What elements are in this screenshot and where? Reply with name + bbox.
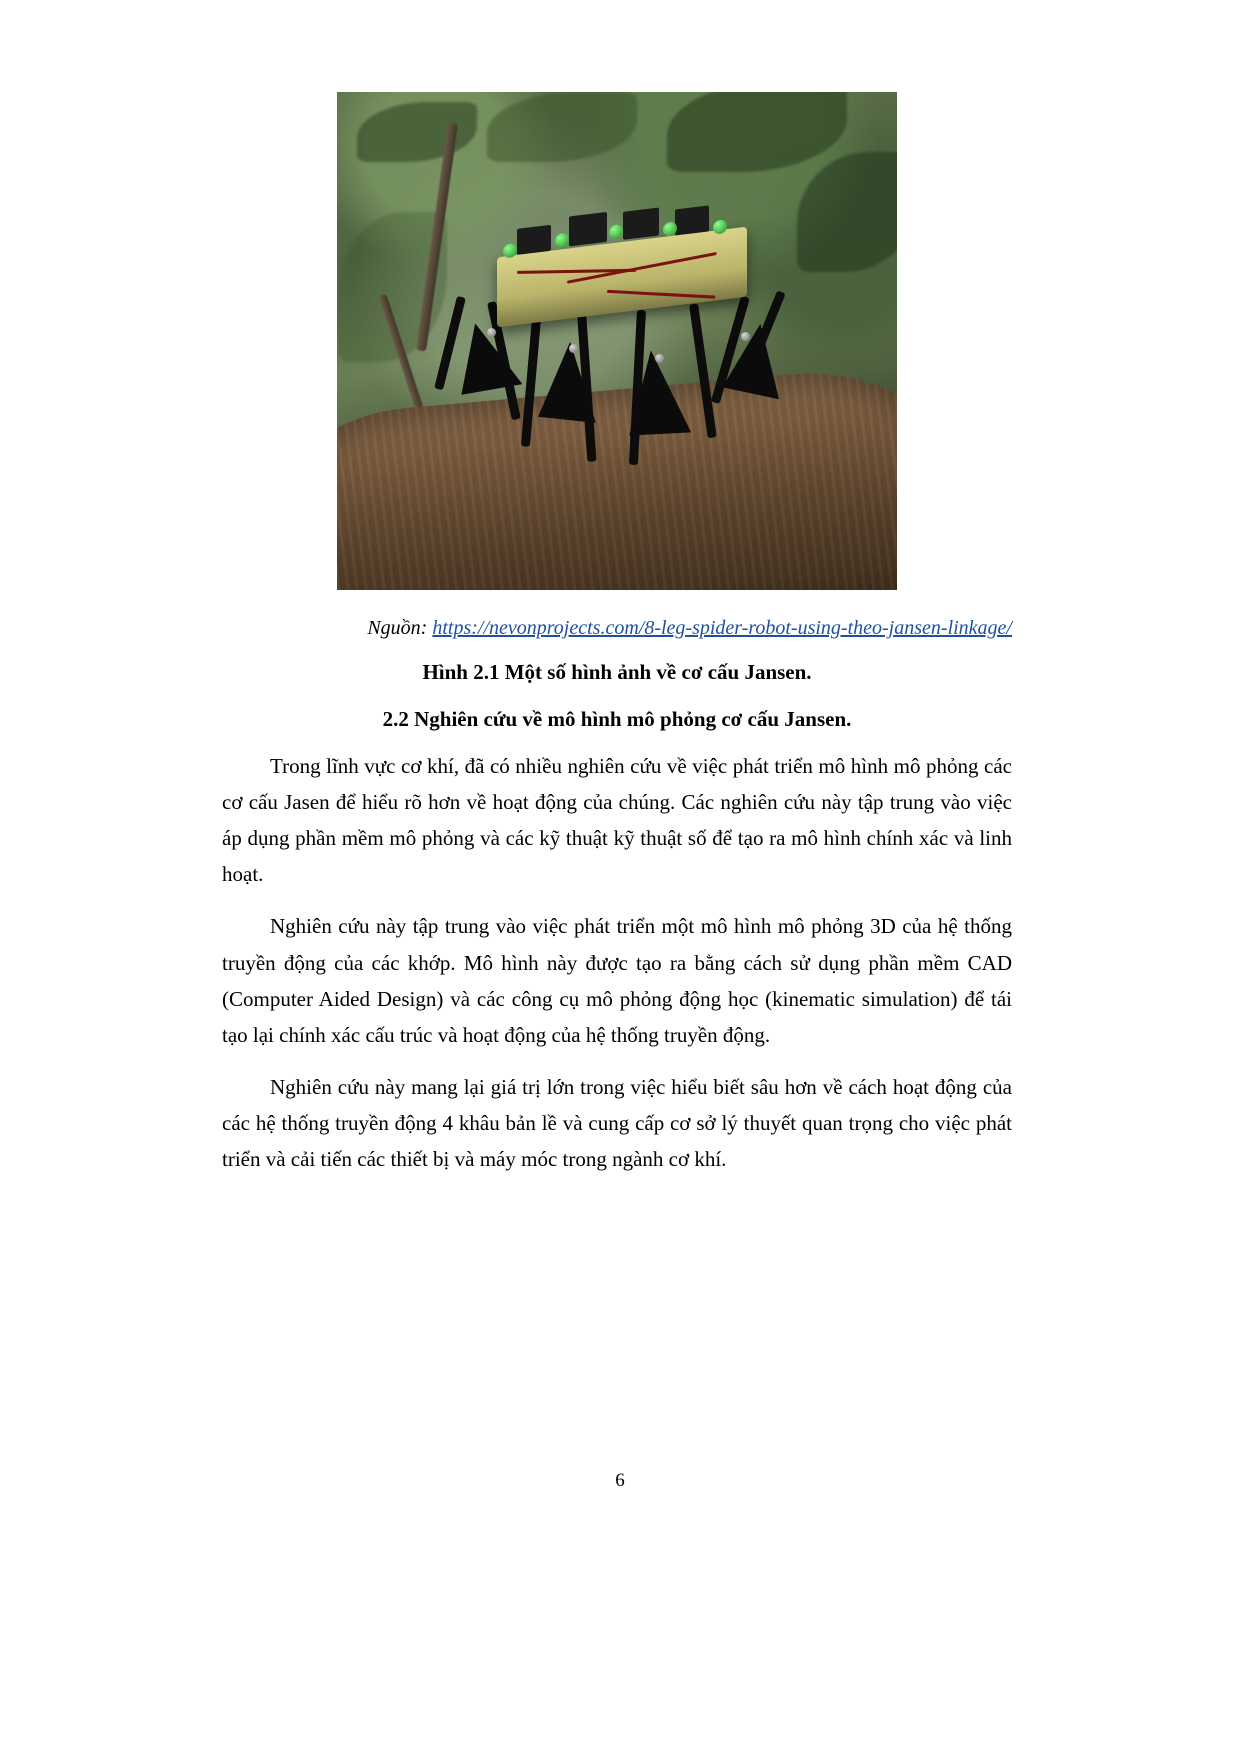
figure-source (222, 613, 1012, 644)
paragraph: Trong lĩnh vực cơ khí, đã có nhiều nghiên cứu về việc phát triển mô hình mô phỏng các cơ cấu Jasen để hiểu rõ hơn về hoạt động của chúng. Các nghiên cứu này tập trung vào việc áp dụng phần mềm mô phỏng và các kỹ thuật kỹ thuật số để tạo ra mô hình chính xác và linh hoạt. (222, 754, 1012, 887)
figure-caption: Hình 2.1 Một số hình ảnh về cơ cấu Jansen. (422, 660, 812, 684)
paragraph: Nghiên cứu này mang lại giá trị lớn trong việc hiểu biết sâu hơn về cách hoạt động của các hệ thống truyền động 4 khâu bản lề và cung cấp cơ sở lý thuyết quan trọng cho việc phát triển và cải tiến các thiết bị và máy móc trong ngành cơ khí. (222, 1074, 1012, 1172)
page-number: 6 (615, 1470, 625, 1491)
robot-led (713, 219, 727, 235)
robot-wire (607, 290, 716, 299)
paragraph: Nghiên cứu này tập trung vào việc phát triển một mô hình mô phỏng 3D của hệ thống truyền động của các khớp. Mô hình này được tạo ra bằng cách sử dụng phần mềm CAD (Computer Aided Design) và các công cụ mô phỏng động học (kinematic simulation) để tái tạo lại chính xác cấu trúc và hoạt động của hệ thống truyền động. (222, 914, 1012, 1047)
robot-component (517, 225, 551, 255)
figure-block (222, 92, 1012, 685)
robot-bolt (487, 328, 496, 337)
robot-component (623, 207, 659, 239)
figure-source-label: Nguồn: (367, 617, 433, 639)
robot-led (503, 243, 517, 259)
section-heading: 2.2 Nghiên cứu về mô hình mô phỏng cơ cấu Jansen. (382, 707, 852, 731)
robot-leg-plate (450, 317, 523, 395)
robot-component (569, 212, 607, 247)
robot-wire (567, 252, 717, 284)
robot-bolt (569, 344, 578, 353)
figure-source-link[interactable]: https://nevonprojects.com/8-leg-spider-robot-using-theo-jansen-linkage/ (432, 617, 1012, 639)
robot-bolt (741, 332, 750, 341)
robot-bolt (655, 354, 664, 363)
page-content (222, 92, 1012, 1177)
figure-image (337, 92, 897, 590)
robot-component (675, 205, 709, 235)
